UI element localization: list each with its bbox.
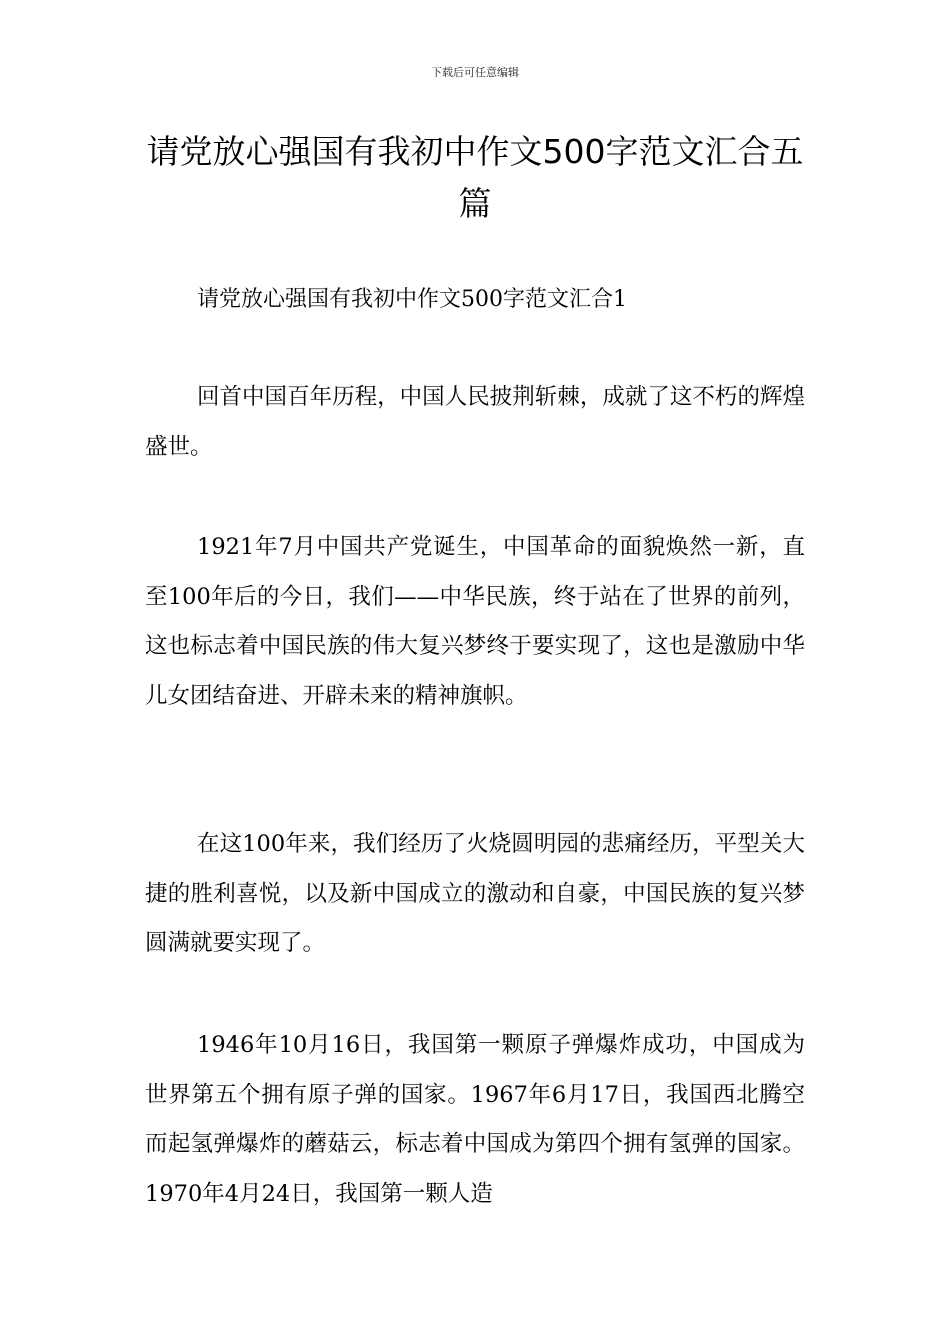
section-subtitle: 请党放心强国有我初中作文500字范文汇合1 bbox=[197, 287, 627, 312]
paragraph-3: 在这100年来，我们经历了火烧圆明园的悲痛经历，平型关大捷的胜利喜悦，以及新中国成立的激动和自豪，中国民族的复兴梦圆满就要实现了。 bbox=[145, 831, 805, 956]
header-note: 下载后可任意编辑 bbox=[431, 66, 519, 79]
paragraph-1: 回首中国百年历程，中国人民披荆斩棘，成就了这不朽的辉煌盛世。 bbox=[145, 384, 805, 460]
paragraph-2: 1921年7月中国共产党诞生，中国革命的面貌焕然一新，直至100年后的今日，我们——中华民族，终于站在了世界的前列，这也标志着中国民族的伟大复兴梦终于要实现了，这也是激励中华儿女团结奋进、开辟未来的精神旗帜。 bbox=[145, 534, 805, 709]
paragraph-4: 1946年10月16日，我国第一颗原子弹爆炸成功，中国成为世界第五个拥有原子弹的国家。1967年6月17日，我国西北腾空而起氢弹爆炸的蘑菇云，标志着中国成为第四个拥有氢弹的国家。1970年4月24日，我国第一颗人造 bbox=[145, 1032, 805, 1207]
document-title: 请党放心强国有我初中作文500字范文汇合五篇 bbox=[146, 132, 804, 223]
